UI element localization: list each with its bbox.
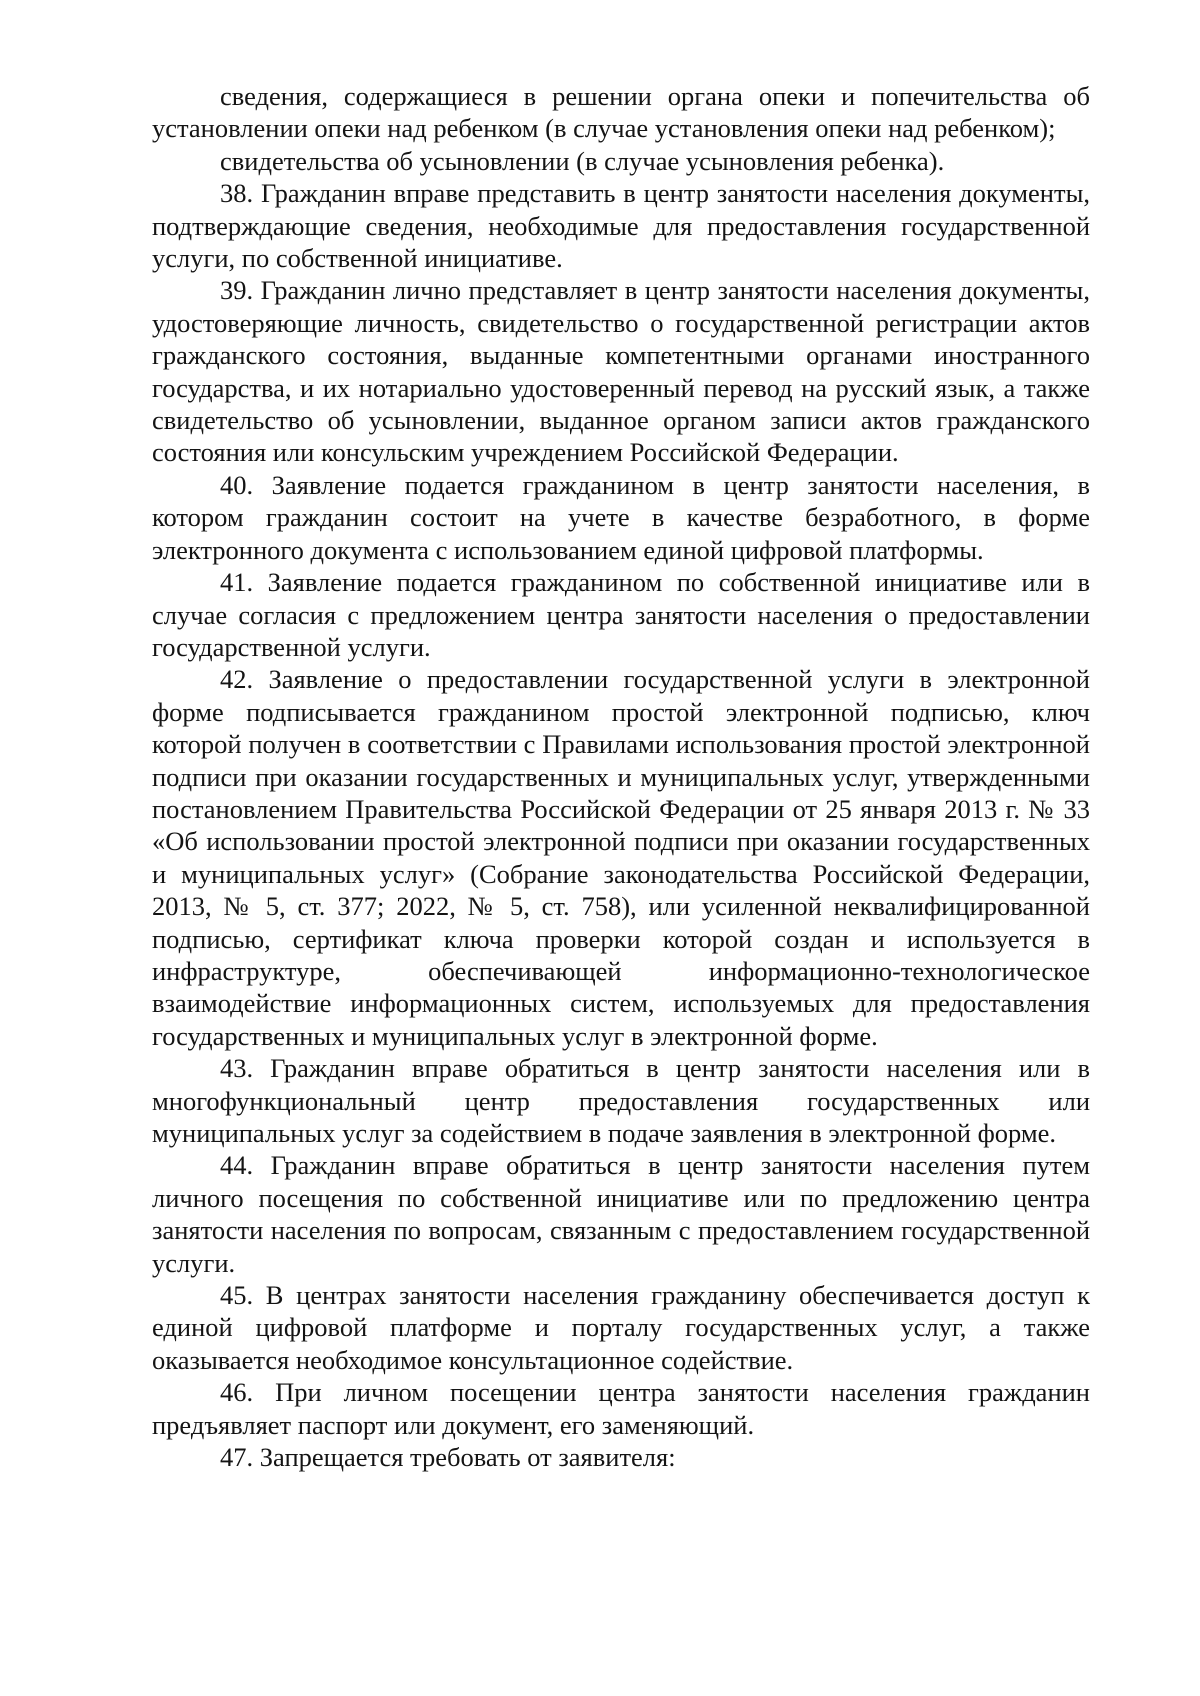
paragraph-44: 44. Гражданин вправе обратиться в центр занятости населения путем личного посещения по собственной инициативе или по предложению центра занятости населения по вопросам, связанным с предоставлением государственной услуги.: [152, 1150, 1090, 1278]
paragraph-adoption-certificate: свидетельства об усыновлении (в случае усыновления ребенка).: [220, 145, 945, 176]
paragraph-40: 40. Заявление подается гражданином в центр занятости населения, в котором гражданин состоит на учете в качестве безработного, в форме электронного документа с использованием единой цифровой платформы.: [152, 469, 1090, 565]
paragraph-46: 46. При личном посещении центра занятости населения гражданин предъявляет паспорт или документ, его заменяющий.: [152, 1377, 1090, 1440]
paragraph-42: 42. Заявление о предоставлении государственной услуги в электронной форме подписывается гражданином простой электронной подписью, ключ которой получен в соответствии с Правилами использования простой электронной подписи при оказании государственных и муниципальных услуг, утвержденными постановлением Правительства Российской Федерации от 25 января 2013 г. № 33 «Об использовании простой электронной подписи при оказании государственных и муниципальных услуг» (Собрание законодательства Российской Федерации, 2013, № 5, ст. 377; 2022, № 5, ст. 758), или усиленной неквалифицированной подписью, сертификат ключа проверки которой создан и используется в инфраструктуре, обеспечивающей информационно-технологическое взаимодействие информационных систем, используемых для предоставления государственных и муниципальных услуг в электронной форме.: [152, 664, 1090, 1051]
paragraph-41: 41. Заявление подается гражданином по собственной инициативе или в случае согласия с предложением центра занятости населения о предоставлении государственной услуги.: [152, 567, 1090, 662]
paragraph-45: 45. В центрах занятости населения гражданину обеспечивается доступ к единой цифровой платформе и порталу государственных услуг, а также оказывается необходимое консультационное содействие.: [152, 1280, 1090, 1375]
paragraph-38: 38. Гражданин вправе представить в центр занятости населения документы, подтверждающие сведения, необходимые для предоставления государственной услуги, по собственной инициативе.: [152, 178, 1090, 274]
paragraph-39: 39. Гражданин лично представляет в центр занятости населения документы, удостоверяющие личность, свидетельство о государственной регистрации актов гражданского состояния, выданные компетентными органами иностранного государства, и их нотариально удостоверенный перевод на русский язык, а также свидетельство об усыновлении, выданное органом записи актов гражданского состояния или консульским учреждением Российской Федерации.: [152, 275, 1090, 468]
document-body: [152, 80, 1090, 1473]
paragraph-43: 43. Гражданин вправе обратиться в центр занятости населения или в многофункциональный центр предоставления государственных или муниципальных услуг за содействием в подаче заявления в электронной форме.: [152, 1053, 1090, 1148]
paragraph-guardianship-info: сведения, содержащиеся в решении органа опеки и попечительства об установлении опеки над ребенком (в случае установления опеки над ребенком);: [152, 81, 1090, 144]
paragraph-47: 47. Запрещается требовать от заявителя:: [220, 1442, 676, 1473]
